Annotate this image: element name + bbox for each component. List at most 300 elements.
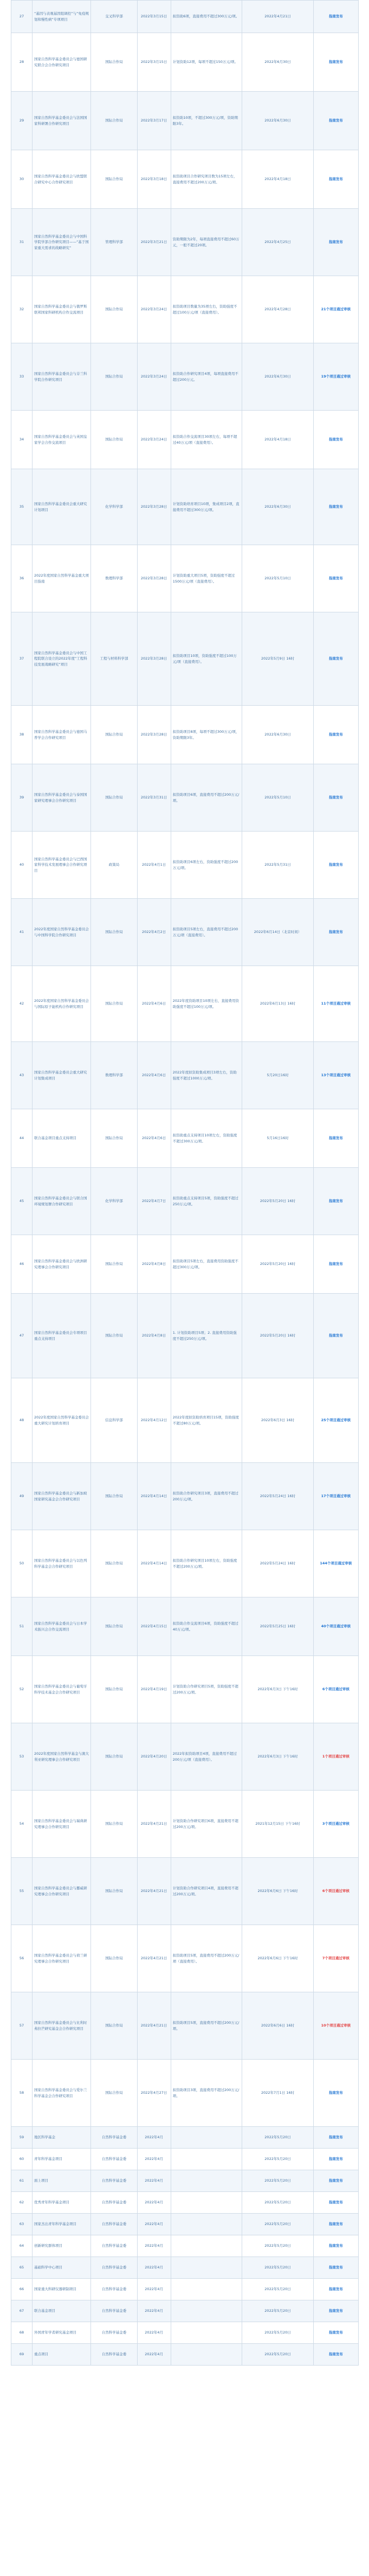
project-name-cell: 创新研究群体项目 bbox=[32, 2235, 90, 2257]
department-cell: 信息科学部 bbox=[91, 1378, 137, 1463]
status-link-cell[interactable] bbox=[313, 469, 358, 545]
department-cell: 国际合作局 bbox=[91, 1294, 137, 1378]
funding-details-cell: 2022年度拟资助培育项目15项，资助强度不超过80万元/项。 bbox=[171, 1378, 242, 1463]
row-number-cell: 27 bbox=[11, 1, 33, 33]
funding-details-cell: 拟资助合作交流项目6项，资助强度不超过40万元/项。 bbox=[171, 1597, 242, 1656]
project-name-cell: 地区科学基金 bbox=[32, 2127, 90, 2149]
status-link[interactable]: 指南发布 bbox=[328, 14, 343, 19]
department-cell: 政策局 bbox=[91, 832, 137, 899]
row-number-cell: 41 bbox=[11, 899, 33, 966]
department-cell: 国际合作局 bbox=[91, 1992, 137, 2060]
funding-details-cell bbox=[171, 2279, 242, 2300]
department-cell: 工程与材料科学部 bbox=[91, 612, 137, 706]
funding-details-cell: 计划资助合作研究项目5项，资助强度不超过200万元/项。 bbox=[171, 1656, 242, 1723]
table-row bbox=[11, 966, 359, 1042]
row-number-cell: 68 bbox=[11, 2322, 33, 2344]
funding-details-cell: 拟资助项目5项左右，直接费用资助强度不超过300万元/项。 bbox=[171, 1235, 242, 1294]
table-row bbox=[11, 1235, 359, 1294]
deadline-cell: 2022年5月9日 16时 bbox=[242, 612, 314, 706]
department-cell: 国际合作局 bbox=[91, 92, 137, 150]
status-link[interactable]: 指南发布 bbox=[328, 2200, 343, 2205]
release-date-cell: 2022年4月6日 bbox=[137, 1109, 171, 1168]
release-date-cell: 2022年3月21日 bbox=[137, 209, 171, 276]
status-link[interactable]: 指南发布 bbox=[328, 930, 343, 935]
row-number-cell: 33 bbox=[11, 343, 33, 411]
funding-details-cell bbox=[171, 2170, 242, 2192]
department-cell: 国际合作局 bbox=[91, 1597, 137, 1656]
status-link[interactable]: 指南发布 bbox=[328, 1333, 343, 1338]
status-link-cell[interactable] bbox=[313, 1791, 358, 1858]
release-date-cell: 2022年4月 bbox=[137, 2214, 171, 2235]
row-number-cell: 48 bbox=[11, 1378, 33, 1463]
row-number-cell: 47 bbox=[11, 1294, 33, 1378]
funding-details-cell: 拟资助项目6项，直接费用不超过200万元/项。 bbox=[171, 764, 242, 832]
project-name-cell: 国家自然科学基金委员会重大研究计划项目 bbox=[32, 469, 90, 545]
deadline-cell: 2022年7月1日 16时 bbox=[242, 2060, 314, 2127]
release-date-cell: 2022年3月28日 bbox=[137, 469, 171, 545]
deadline-cell: 2022年5月20日 16时 bbox=[242, 1168, 314, 1235]
department-cell: 国际合作局 bbox=[91, 1791, 137, 1858]
status-link-cell[interactable] bbox=[313, 545, 358, 612]
department-cell: 国际合作局 bbox=[91, 706, 137, 764]
release-date-cell: 2022年4月 bbox=[137, 2192, 171, 2214]
row-number-cell: 46 bbox=[11, 1235, 33, 1294]
status-link-cell[interactable] bbox=[313, 1294, 358, 1378]
status-link[interactable]: 指南发布 bbox=[328, 2243, 343, 2248]
department-cell: 自然科学基金委 bbox=[91, 2127, 137, 2149]
deadline-cell: 2022年5月25日 16时 bbox=[242, 1597, 314, 1656]
funding-details-cell: 资助期限为2年，每项直接费用不超过60万元，一般不超过20项。 bbox=[171, 209, 242, 276]
status-link-cell[interactable] bbox=[313, 1992, 358, 2060]
table-row bbox=[11, 2149, 359, 2170]
row-number-cell: 39 bbox=[11, 764, 33, 832]
status-link-cell[interactable] bbox=[313, 33, 358, 92]
table-row bbox=[11, 1858, 359, 1925]
status-link-cell[interactable] bbox=[313, 1463, 358, 1530]
department-cell: 自然科学基金委 bbox=[91, 2257, 137, 2279]
status-link-cell[interactable] bbox=[313, 1378, 358, 1463]
project-name-cell: 国家自然科学基金委员会与比利时弗拉芒研究基金会合作研究项目 bbox=[32, 1992, 90, 2060]
row-number-cell: 38 bbox=[11, 706, 33, 764]
release-date-cell: 2022年3月31日 bbox=[137, 764, 171, 832]
department-cell: 自然科学基金委 bbox=[91, 2170, 137, 2192]
project-name-cell: 国家自然科学基金委员会与瑞典研究理事会合作研究项目 bbox=[32, 1791, 90, 1858]
status-link-cell[interactable] bbox=[313, 899, 358, 966]
status-link[interactable]: 指南发布 bbox=[328, 2091, 343, 2095]
release-date-cell: 2022年4月 bbox=[137, 2344, 171, 2366]
department-cell: 国际合作局 bbox=[91, 899, 137, 966]
funding-details-cell: 计划资助12项，每项不超过150万元/项。 bbox=[171, 33, 242, 92]
project-name-cell: 重点项目 bbox=[32, 2344, 90, 2366]
table-row bbox=[11, 2127, 359, 2149]
funding-details-cell: 拟资助项目6项左右，资助强度不超过200万元/项。 bbox=[171, 832, 242, 899]
department-cell: 化学科学部 bbox=[91, 469, 137, 545]
status-link[interactable]: 7个项目通过审核 bbox=[322, 1956, 349, 1961]
release-date-cell: 2022年4月8日 bbox=[137, 1235, 171, 1294]
status-link[interactable]: 1个项目通过审核 bbox=[322, 1754, 349, 1759]
status-link-cell[interactable] bbox=[313, 1, 358, 33]
funding-details-cell: 拟资助6项，直接费用不超过300万元/项。 bbox=[171, 1, 242, 33]
release-date-cell: 2022年4月 bbox=[137, 2300, 171, 2322]
deadline-cell: 2022年6月14日（北京时间） bbox=[242, 899, 314, 966]
table-row bbox=[11, 2235, 359, 2257]
status-link[interactable]: 3个项目通过审核 bbox=[322, 1821, 349, 1826]
table-row bbox=[11, 1597, 359, 1656]
status-link[interactable]: 21个项目通过审核 bbox=[321, 307, 351, 312]
deadline-cell: 2022年5月20日 bbox=[242, 2322, 314, 2344]
status-link[interactable]: 144个项目通过审核 bbox=[320, 1561, 352, 1566]
row-number-cell: 54 bbox=[11, 1791, 33, 1858]
department-cell: 自然科学基金委 bbox=[91, 2192, 137, 2214]
row-number-cell: 52 bbox=[11, 1656, 33, 1723]
status-link[interactable]: 6个项目通过审核 bbox=[322, 1889, 349, 1894]
status-link-cell[interactable] bbox=[313, 411, 358, 469]
status-link[interactable]: 指南发布 bbox=[328, 1199, 343, 1204]
table-row bbox=[11, 411, 359, 469]
project-name-cell: 国家自然科学基金委员会与中国工程院联合设立的2022年度“工程科技发展战略研究”项目 bbox=[32, 612, 90, 706]
table-row bbox=[11, 899, 359, 966]
release-date-cell: 2022年4月20日 bbox=[137, 1723, 171, 1791]
deadline-cell: 2022年5月24日 16时 bbox=[242, 1530, 314, 1597]
status-link-cell[interactable] bbox=[313, 2060, 358, 2127]
project-name-cell: 国家自然科学基金委员会与英国皇家学会合作交流项目 bbox=[32, 411, 90, 469]
row-number-cell: 36 bbox=[11, 545, 33, 612]
row-number-cell: 55 bbox=[11, 1858, 33, 1925]
release-date-cell: 2022年4月21日 bbox=[137, 1925, 171, 1992]
department-cell: 自然科学基金委 bbox=[91, 2214, 137, 2235]
project-name-cell: 国家自然科学基金委员会与挪威研究理事会合作研究项目 bbox=[32, 1858, 90, 1925]
status-link[interactable]: 指南发布 bbox=[328, 177, 343, 182]
release-date-cell: 2022年4月 bbox=[137, 2322, 171, 2344]
release-date-cell: 2022年4月21日 bbox=[137, 1858, 171, 1925]
release-date-cell: 2022年4月19日 bbox=[137, 1656, 171, 1723]
funding-details-cell: 拟资助合作研究项目10项左右，资助强度不超过200万元/项。 bbox=[171, 1530, 242, 1597]
status-link[interactable]: 指南发布 bbox=[328, 795, 343, 800]
project-name-cell: 国家自然科学基金委员会与爱尔兰科学基金会合作研究项目 bbox=[32, 2060, 90, 2127]
project-name-cell: 国家自然科学基金委员会与泰国国家研究理事会合作研究项目 bbox=[32, 764, 90, 832]
status-link-cell[interactable] bbox=[313, 2279, 358, 2300]
status-link[interactable]: 指南发布 bbox=[328, 118, 343, 123]
table-row bbox=[11, 1, 359, 33]
release-date-cell: 2022年4月 bbox=[137, 2170, 171, 2192]
status-link-cell[interactable] bbox=[313, 2127, 358, 2149]
status-link[interactable]: 指南发布 bbox=[328, 437, 343, 442]
release-date-cell: 2022年4月 bbox=[137, 2235, 171, 2257]
row-number-cell: 57 bbox=[11, 1992, 33, 2060]
project-name-cell: 国家自然科学基金委员会与欧洲研究理事会合作研究项目 bbox=[32, 1235, 90, 1294]
department-cell: 数理科学部 bbox=[91, 545, 137, 612]
table-row bbox=[11, 612, 359, 706]
status-link[interactable]: 19个项目通过审核 bbox=[321, 374, 351, 379]
status-link[interactable]: 6个项目通过审核 bbox=[322, 1687, 349, 1692]
table-row bbox=[11, 706, 359, 764]
status-link-cell[interactable] bbox=[313, 1656, 358, 1723]
row-number-cell: 66 bbox=[11, 2279, 33, 2300]
status-link-cell[interactable] bbox=[313, 2235, 358, 2257]
release-date-cell: 2022年3月17日 bbox=[137, 92, 171, 150]
table-row bbox=[11, 2214, 359, 2235]
project-name-cell: 国家自然科学基金委员会与德国马普学会合作研究项目 bbox=[32, 706, 90, 764]
deadline-cell: 2022年5月20日 bbox=[242, 2344, 314, 2366]
release-date-cell: 2022年3月18日 bbox=[137, 150, 171, 209]
table-row bbox=[11, 1042, 359, 1109]
row-number-cell: 37 bbox=[11, 612, 33, 706]
deadline-cell: 2022年5月24日 16时 bbox=[242, 1463, 314, 1530]
project-name-cell: 面上项目 bbox=[32, 2170, 90, 2192]
funding-details-cell: 拟资助项目数量为35项左右，资助强度不超过100万元/项（直接费用）。 bbox=[171, 276, 242, 343]
funding-details-cell bbox=[171, 2322, 242, 2344]
status-link[interactable]: 指南发布 bbox=[328, 2287, 343, 2292]
release-date-cell: 2022年4月14日 bbox=[137, 1463, 171, 1530]
project-name-cell: 2022年度国家自然科学基金委员会重大研究计划培育项目 bbox=[32, 1378, 90, 1463]
project-name-cell: 国家自然科学基金委员会重大研究计划集成项目 bbox=[32, 1042, 90, 1109]
status-link-cell[interactable] bbox=[313, 2192, 358, 2214]
status-link-cell[interactable] bbox=[313, 2149, 358, 2170]
department-cell: 国际合作局 bbox=[91, 1530, 137, 1597]
status-link-cell[interactable] bbox=[313, 612, 358, 706]
project-name-cell: 国家自然科学基金委员会与荷兰研究理事会合作研究项目 bbox=[32, 1925, 90, 1992]
row-number-cell: 60 bbox=[11, 2149, 33, 2170]
funding-details-cell: 计划资助培育项目10项，集成项目2项，直接费用不超过300万元/项。 bbox=[171, 469, 242, 545]
project-name-cell: 联合基金项目重点支持项目 bbox=[32, 1109, 90, 1168]
status-link[interactable]: 指南发布 bbox=[328, 1262, 343, 1267]
deadline-cell: 2022年6月30日 bbox=[242, 33, 314, 92]
release-date-cell: 2022年4月7日 bbox=[137, 1168, 171, 1235]
deadline-cell: 2022年5月20日 bbox=[242, 2214, 314, 2235]
funding-details-cell bbox=[171, 2127, 242, 2149]
project-name-cell: 国家自然科学基金委员会与德国研究联合会合作研究项目 bbox=[32, 33, 90, 92]
table-row bbox=[11, 276, 359, 343]
status-link[interactable]: 指南发布 bbox=[328, 656, 343, 661]
department-cell: 交叉科学部 bbox=[91, 1, 137, 33]
release-date-cell: 2022年3月28日 bbox=[137, 545, 171, 612]
status-link[interactable]: 17个项目通过审核 bbox=[321, 1494, 351, 1499]
project-name-cell: 国家自然科学基金委员会与以色列科学基金会合作研究项目 bbox=[32, 1530, 90, 1597]
project-name-cell: “基因与表观基因组调控”与“免疫规划和慢性病”专项项目 bbox=[32, 1, 90, 33]
funding-details-cell bbox=[171, 2192, 242, 2214]
status-link[interactable]: 指南发布 bbox=[328, 2265, 343, 2270]
release-date-cell: 2022年4月21日 bbox=[137, 1791, 171, 1858]
status-link-cell[interactable] bbox=[313, 2214, 358, 2235]
table-row bbox=[11, 343, 359, 411]
release-date-cell: 2022年4月6日 bbox=[137, 1042, 171, 1109]
project-table bbox=[11, 0, 359, 2366]
status-link[interactable]: 指南发布 bbox=[328, 2330, 343, 2335]
status-link[interactable]: 25个项目通过审核 bbox=[321, 1418, 351, 1423]
status-link-cell[interactable] bbox=[313, 1925, 358, 1992]
row-number-cell: 32 bbox=[11, 276, 33, 343]
deadline-cell: 2022年6月30日 bbox=[242, 469, 314, 545]
status-link[interactable]: 指南发布 bbox=[328, 2135, 343, 2140]
row-number-cell: 65 bbox=[11, 2257, 33, 2279]
status-link[interactable]: 指南发布 bbox=[328, 2178, 343, 2183]
table-row bbox=[11, 209, 359, 276]
status-link-cell[interactable] bbox=[313, 1235, 358, 1294]
table-row bbox=[11, 832, 359, 899]
project-name-cell: 2022年度国家自然科学基金委员会与国际原子能机构合作研究项目 bbox=[32, 966, 90, 1042]
project-name-cell: 国家自然科学基金委员会与葡萄牙科学技术基金会合作研究项目 bbox=[32, 1656, 90, 1723]
project-name-cell: 国家自然科学基金委员会与日本学术振兴会合作交流项目 bbox=[32, 1597, 90, 1656]
project-name-cell: 2022年度国家自然科学基金与澳大利亚研究理事会合作研究项目 bbox=[32, 1723, 90, 1791]
status-link-cell[interactable] bbox=[313, 832, 358, 899]
project-name-cell: 国家自然科学基金委员会与俄罗斯联邦国家科研机构合作交流项目 bbox=[32, 276, 90, 343]
status-link[interactable]: 指南发布 bbox=[328, 732, 343, 737]
status-link-cell[interactable] bbox=[313, 2300, 358, 2322]
department-cell: 管理科学部 bbox=[91, 209, 137, 276]
status-link-cell[interactable] bbox=[313, 966, 358, 1042]
status-link-cell[interactable] bbox=[313, 1530, 358, 1597]
row-number-cell: 61 bbox=[11, 2170, 33, 2192]
row-number-cell: 43 bbox=[11, 1042, 33, 1109]
deadline-cell: 2022年4月18日 bbox=[242, 411, 314, 469]
project-name-cell: 国家重大科研仪器研制项目 bbox=[32, 2279, 90, 2300]
deadline-cell: 2022年5月20日 bbox=[242, 2127, 314, 2149]
row-number-cell: 67 bbox=[11, 2300, 33, 2322]
status-link[interactable]: 指南发布 bbox=[328, 240, 343, 245]
project-name-cell: 基础科学中心项目 bbox=[32, 2257, 90, 2279]
department-cell: 国际合作局 bbox=[91, 1463, 137, 1530]
table-row bbox=[11, 764, 359, 832]
department-cell: 自然科学基金委 bbox=[91, 2344, 137, 2366]
status-link-cell[interactable] bbox=[313, 343, 358, 411]
project-name-cell: 优秀青年科学基金项目 bbox=[32, 2192, 90, 2214]
status-link-cell[interactable] bbox=[313, 1109, 358, 1168]
release-date-cell: 2022年4月 bbox=[137, 2149, 171, 2170]
project-name-cell: 国家自然科学基金委员会与芬兰科学院合作研究项目 bbox=[32, 343, 90, 411]
row-number-cell: 29 bbox=[11, 92, 33, 150]
row-number-cell: 69 bbox=[11, 2344, 33, 2366]
funding-details-cell bbox=[171, 2300, 242, 2322]
release-date-cell: 2022年4月27日 bbox=[137, 2060, 171, 2127]
status-link-cell[interactable] bbox=[313, 1042, 358, 1109]
funding-details-cell: 拟资助项目5项，直接费用不超过200万元/项（直接费用）。 bbox=[171, 1925, 242, 1992]
deadline-cell: 5月16日16时 bbox=[242, 1109, 314, 1168]
status-link-cell[interactable] bbox=[313, 1597, 358, 1656]
funding-details-cell: 2022年度资助项目10项左右，直接费用资助强度不超过100万元/项。 bbox=[171, 966, 242, 1042]
funding-details-cell: 拟资助项目5项左右，直接费用不超过200万元/项（直接费用）。 bbox=[171, 899, 242, 966]
status-link-cell[interactable] bbox=[313, 2257, 358, 2279]
department-cell: 国际合作局 bbox=[91, 1656, 137, 1723]
project-name-cell: 联合基金项目 bbox=[32, 2300, 90, 2322]
table-row bbox=[11, 1378, 359, 1463]
status-link-cell[interactable] bbox=[313, 1723, 358, 1791]
table-row bbox=[11, 92, 359, 150]
status-link-cell[interactable] bbox=[313, 2344, 358, 2366]
deadline-cell: 2022年5月20日 bbox=[242, 2149, 314, 2170]
department-cell: 自然科学基金委 bbox=[91, 2235, 137, 2257]
status-link[interactable]: 10个项目通过审核 bbox=[321, 2023, 351, 2028]
status-link-cell[interactable] bbox=[313, 209, 358, 276]
deadline-cell: 2022年4月28日 bbox=[242, 276, 314, 343]
department-cell: 国际合作局 bbox=[91, 1109, 137, 1168]
status-link[interactable]: 指南发布 bbox=[328, 576, 343, 581]
release-date-cell: 2022年4月1日 bbox=[137, 832, 171, 899]
row-number-cell: 28 bbox=[11, 33, 33, 92]
release-date-cell: 2022年4月 bbox=[137, 2257, 171, 2279]
department-cell: 国际合作局 bbox=[91, 276, 137, 343]
status-link[interactable]: 指南发布 bbox=[328, 2352, 343, 2357]
project-name-cell: 国家自然科学基金委员会与新加坡国家研究基金会合作研究项目 bbox=[32, 1463, 90, 1530]
department-cell: 化学科学部 bbox=[91, 1168, 137, 1235]
row-number-cell: 63 bbox=[11, 2214, 33, 2235]
table-row bbox=[11, 1294, 359, 1378]
release-date-cell: 2022年4月2日 bbox=[137, 899, 171, 966]
release-date-cell: 2022年3月28日 bbox=[137, 706, 171, 764]
status-link-cell[interactable] bbox=[313, 2322, 358, 2344]
status-link-cell[interactable] bbox=[313, 276, 358, 343]
funding-details-cell: 拟资助合作研究项目4项，每项直接费用不超过200万元。 bbox=[171, 343, 242, 411]
project-name-cell: 国家杰出青年科学基金项目 bbox=[32, 2214, 90, 2235]
project-name-cell: 2022年度国家自然科学基金委员会与中国科学院合作研究项目 bbox=[32, 899, 90, 966]
row-number-cell: 53 bbox=[11, 1723, 33, 1791]
department-cell: 国际合作局 bbox=[91, 966, 137, 1042]
funding-details-cell: 1. 计划资助项目5项；2. 直接费用资助强度不超过250万元/项。 bbox=[171, 1294, 242, 1378]
deadline-cell: 2022年6月30日 bbox=[242, 92, 314, 150]
status-link[interactable]: 指南发布 bbox=[328, 862, 343, 867]
status-link-cell[interactable] bbox=[313, 150, 358, 209]
status-link[interactable]: 指南发布 bbox=[328, 2157, 343, 2162]
deadline-cell: 2022年5月20日 bbox=[242, 2235, 314, 2257]
status-link[interactable]: 11个项目通过审核 bbox=[321, 1001, 351, 1006]
row-number-cell: 50 bbox=[11, 1530, 33, 1597]
status-link[interactable]: 指南发布 bbox=[328, 2309, 343, 2313]
status-link[interactable]: 指南发布 bbox=[328, 504, 343, 509]
row-number-cell: 49 bbox=[11, 1463, 33, 1530]
table-row bbox=[11, 1723, 359, 1791]
status-link-cell[interactable] bbox=[313, 764, 358, 832]
department-cell: 国际合作局 bbox=[91, 764, 137, 832]
status-link-cell[interactable] bbox=[313, 1858, 358, 1925]
row-number-cell: 51 bbox=[11, 1597, 33, 1656]
funding-details-cell: 拟资助项目合作研究项目数为15项左右，直接费用不超过200万元/项。 bbox=[171, 150, 242, 209]
funding-details-cell: 拟资助合作研究项目3项，直接费用不超过200万元/项。 bbox=[171, 1463, 242, 1530]
department-cell: 国际合作局 bbox=[91, 1723, 137, 1791]
deadline-cell: 2022年5月20日 bbox=[242, 2279, 314, 2300]
deadline-cell: 2022年6月6日 下午16时 bbox=[242, 1858, 314, 1925]
row-number-cell: 34 bbox=[11, 411, 33, 469]
status-link-cell[interactable] bbox=[313, 2170, 358, 2192]
project-name-cell: 外国青年学者研究基金项目 bbox=[32, 2322, 90, 2344]
project-table-body bbox=[11, 1, 359, 2366]
funding-details-cell: 2022年度拟资助集成项目3项左右，资助强度不超过1000万元/项。 bbox=[171, 1042, 242, 1109]
status-link-cell[interactable] bbox=[313, 706, 358, 764]
status-link-cell[interactable] bbox=[313, 92, 358, 150]
table-row bbox=[11, 545, 359, 612]
status-link[interactable]: 指南发布 bbox=[328, 1136, 343, 1141]
funding-details-cell bbox=[171, 2344, 242, 2366]
status-link[interactable]: 指南发布 bbox=[328, 60, 343, 65]
deadline-cell: 2022年6月3日 16时 bbox=[242, 1378, 314, 1463]
release-date-cell: 2022年3月24日 bbox=[137, 343, 171, 411]
table-row bbox=[11, 2257, 359, 2279]
table-row bbox=[11, 1992, 359, 2060]
deadline-cell: 2022年5月10日 bbox=[242, 764, 314, 832]
project-name-cell: 青年科学基金项目 bbox=[32, 2149, 90, 2170]
release-date-cell: 2022年4月21日 bbox=[137, 1992, 171, 2060]
status-link[interactable]: 13个项目通过审核 bbox=[321, 1073, 351, 1078]
deadline-cell: 2022年5月20日 bbox=[242, 2257, 314, 2279]
status-link-cell[interactable] bbox=[313, 1168, 358, 1235]
funding-details-cell: 拟资助合作交流项目30项左右，每项不超过40万元/项（直接费用）。 bbox=[171, 411, 242, 469]
release-date-cell: 2022年3月28日 bbox=[137, 612, 171, 706]
project-name-cell: 国家自然科学基金委员会与联合国环境规划署合作研究项目 bbox=[32, 1168, 90, 1235]
status-link[interactable]: 40个项目通过审核 bbox=[321, 1624, 351, 1629]
funding-details-cell: 拟资助10项，不超过300万元/项，资助期限3年。 bbox=[171, 92, 242, 150]
project-name-cell: 国家自然科学基金委员会专项项目重点支持项目 bbox=[32, 1294, 90, 1378]
status-link[interactable]: 指南发布 bbox=[328, 2222, 343, 2227]
funding-details-cell: 拟资助项目10项，资助强度不超过100万元/项（直接费用）。 bbox=[171, 612, 242, 706]
deadline-cell: 5月20日16时 bbox=[242, 1042, 314, 1109]
